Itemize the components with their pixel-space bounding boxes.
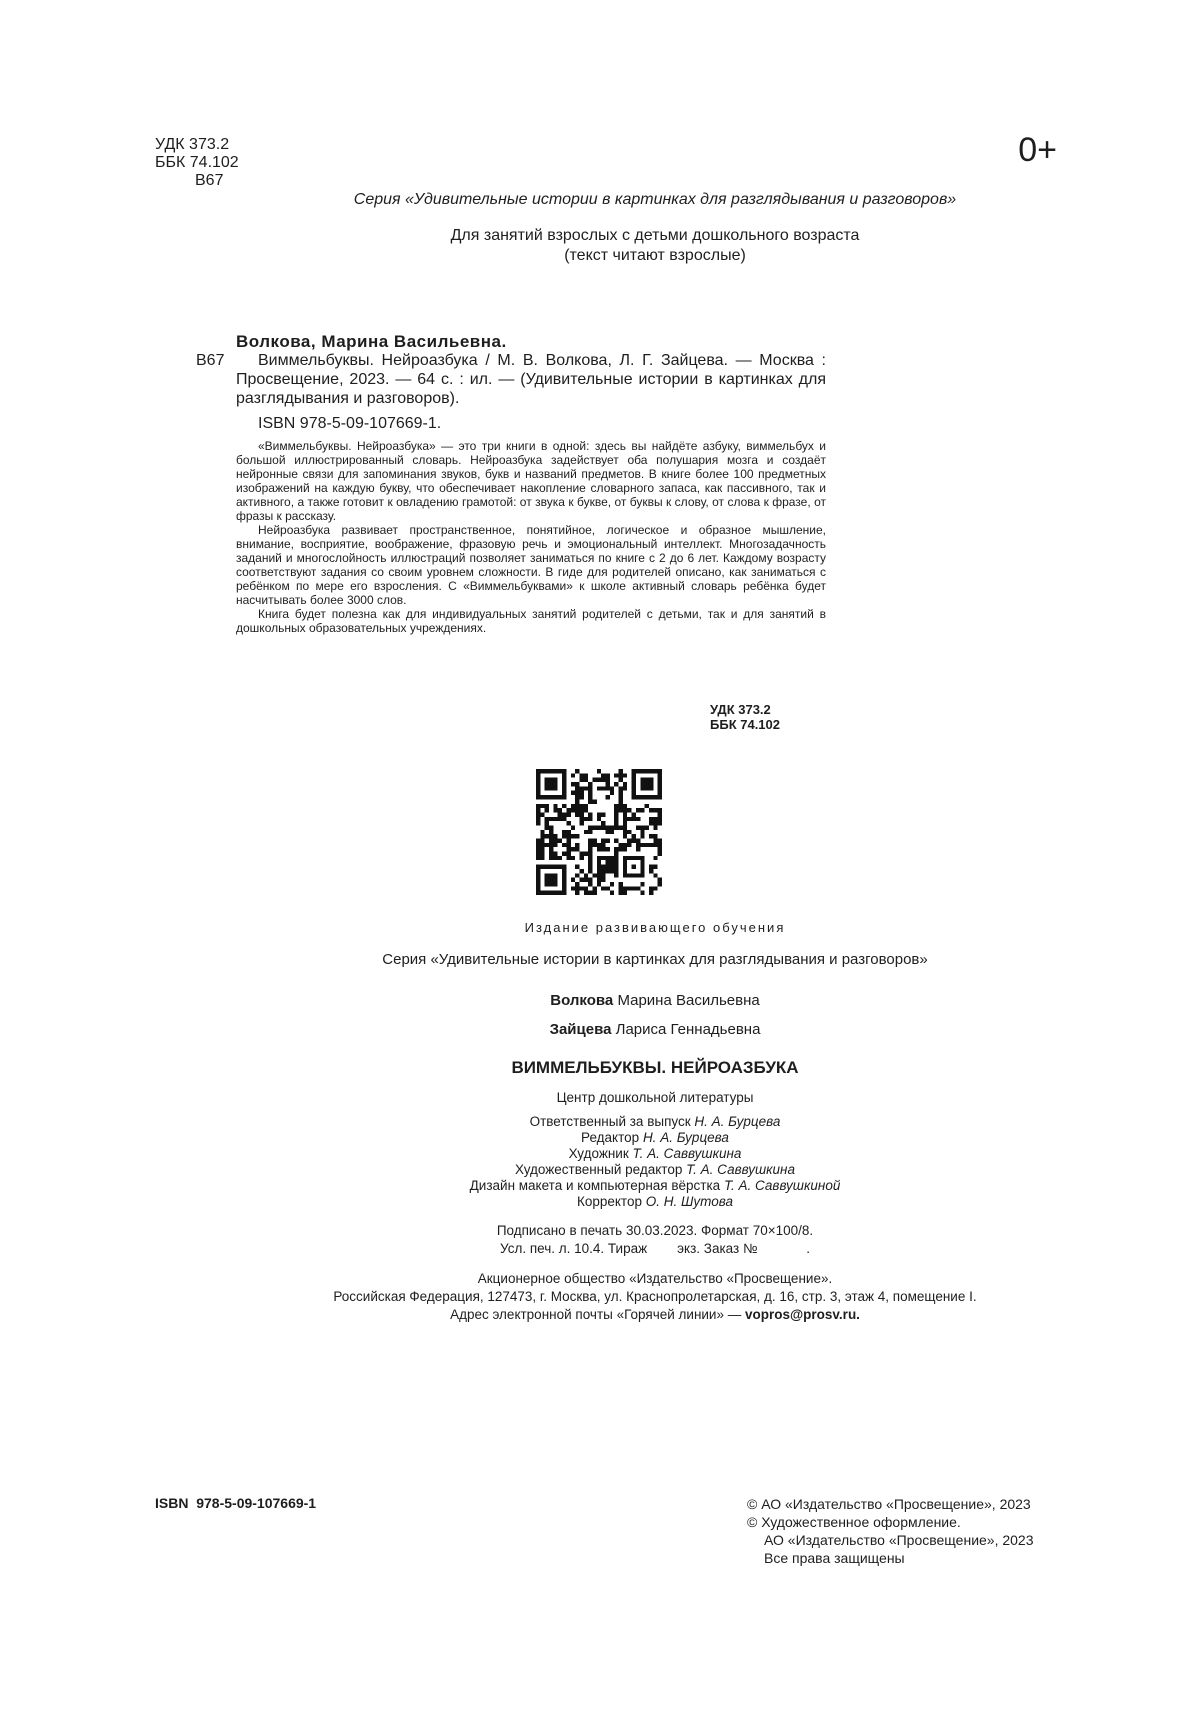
staff-row: [110, 1130, 1200, 1146]
staff-list: [110, 1090, 1200, 1210]
imprint-author-2: [110, 1021, 1200, 1038]
staff-person: Т. А. Саввушкиной: [723, 1178, 841, 1193]
udk-block-top: [155, 136, 239, 190]
staff-role: Художник: [568, 1146, 629, 1161]
author-name: Лариса Геннадьевна: [615, 1021, 761, 1038]
copyright-block: [747, 1495, 1034, 1567]
staff-role: Корректор: [576, 1194, 642, 1209]
copyright-line: © Художественное оформление.: [747, 1514, 961, 1530]
staff-person: Т. А. Саввушкина: [686, 1162, 795, 1177]
audience-line-1: Для занятий взрослых с детьми дошкольного возраста: [450, 227, 860, 244]
copyright-line: © АО «Издательство «Просвещение», 2023: [747, 1496, 1031, 1512]
staff-row: [110, 1162, 1200, 1178]
publishing-center: Центр дошкольной литературы: [556, 1090, 754, 1105]
staff-row: [110, 1146, 1200, 1162]
staff-role: Редактор: [581, 1130, 640, 1145]
annotation-paragraph: Нейроазбука развивает пространственное, понятийное, логическое и образное мышление, внимание, восприятие, воображение, фразовую речь и эмоциональный интеллект. Многозадачность заданий и многослойность иллюстраций позволяет заниматься по книге с 2 до 6 лет. Каждому возрасту соответствуют задания со своим уровнем сложности. В гиде для родителей описано, как заниматься с ребёнком по мере его взросления. С «Виммельбуквами» к школе активный словарь ребёнка будет насчитывать более 3000 слов.: [236, 523, 826, 607]
staff-person: О. Н. Шутова: [645, 1194, 734, 1209]
print-details: [110, 1222, 1200, 1258]
publisher-info: [110, 1270, 1200, 1324]
cip-author: Волкова, Марина Васильевна.: [236, 332, 507, 351]
cip-description: Виммельбуквы. Нейроазбука / М. В. Волкова, Л. Г. Зайцева. — Москва : Просвещение, 2023. — 64 с. : ил. — (Удивительные истории в картинках для разглядывания и разговоров).: [236, 352, 826, 407]
udk-code-right: УДК 373.2: [710, 702, 771, 717]
author-name: Марина Васильевна: [617, 992, 760, 1009]
staff-person: Н. А. Бурцева: [694, 1114, 781, 1129]
qr-code-icon: [536, 769, 662, 895]
staff-role: Дизайн макета и компьютерная вёрстка: [469, 1178, 721, 1193]
cip-code: В67: [195, 172, 224, 189]
audience-note: [0, 226, 1200, 266]
audience-line-2: (текст читают взрослые): [564, 247, 746, 264]
staff-row: [110, 1194, 1200, 1210]
udk-code: УДК 373.2: [155, 136, 230, 153]
staff-person: Т. А. Саввушкина: [632, 1146, 742, 1161]
isbn-footer: ISBN 978-5-09-107669-1: [155, 1495, 317, 1511]
series-line-top: Серия «Удивительные истории в картинках для разглядывания и разговоров»: [353, 191, 957, 208]
bbk-code: ББК 74.102: [155, 154, 239, 171]
cip-record: [236, 332, 826, 635]
book-title: ВИММЕЛЬБУКВЫ. НЕЙРОАЗБУКА: [511, 1058, 799, 1077]
signed-date: Подписано в печать 30.03.2023. Формат 70×100/8.: [496, 1223, 814, 1238]
imprint-series: Серия «Удивительные истории в картинках для разглядывания и разговоров»: [382, 951, 928, 968]
email-label: Адрес электронной почты «Горячей линии» —: [450, 1307, 745, 1322]
staff-person: Н. А. Бурцева: [642, 1130, 729, 1145]
annotation-paragraph: Книга будет полезна как для индивидуальных занятий родителей с детьми, так и для занятий в дошкольных образовательных учреждениях.: [236, 607, 826, 635]
staff-role: Художественный редактор: [514, 1162, 683, 1177]
publisher-address: Российская Федерация, 127473, г. Москва, ул. Краснопролетарская, д. 16, стр. 3, этаж 4, помещение I.: [333, 1289, 977, 1304]
annotation-paragraph: «Виммельбуквы. Нейроазбука» — это три книги в одной: здесь вы найдёте азбуку, виммельбух и большой иллюстрированный словарь. Нейроазбука задействует оба полушария мозга и создаёт нейронные связи для запоминания звуков, букв и названий предметов. В книге более 100 предметных изображений на каждую букву, что обеспечивает накопление словарного запаса, как пассивного, так и активного, а также готовит к овладению грамотой: от звука к букве, от буквы к слову, от слова к фразе, от фразы к рассказу.: [236, 439, 826, 523]
imprint-author-1: [110, 992, 1200, 1009]
bbk-code-right: ББК 74.102: [710, 717, 780, 732]
udk-block-right: [710, 702, 780, 732]
cip-mark: В67: [196, 352, 225, 369]
author-surname: Волкова: [550, 992, 614, 1009]
imprint-block: [0, 920, 1200, 1324]
staff-role: Ответственный за выпуск: [529, 1114, 691, 1129]
publisher-email-line: [110, 1306, 1200, 1324]
staff-row: [110, 1114, 1200, 1130]
cip-annotation: [236, 439, 826, 635]
copyright-line: АО «Издательство «Просвещение», 2023: [764, 1532, 1034, 1548]
rights-reserved: Все права защищены: [764, 1550, 905, 1566]
cip-isbn: ISBN 978-5-09-107669-1.: [258, 415, 442, 432]
edition-type: Издание развивающего обучения: [524, 920, 786, 935]
publisher-name: Акционерное общество «Издательство «Просвещение».: [477, 1271, 833, 1286]
email-address: vopros@prosv.ru.: [745, 1307, 860, 1322]
age-rating: 0+: [1018, 131, 1057, 169]
print-info: Усл. печ. л. 10.4. Тираж экз. Заказ № .: [500, 1241, 810, 1256]
author-surname: Зайцева: [549, 1021, 612, 1038]
staff-row: [110, 1178, 1200, 1194]
